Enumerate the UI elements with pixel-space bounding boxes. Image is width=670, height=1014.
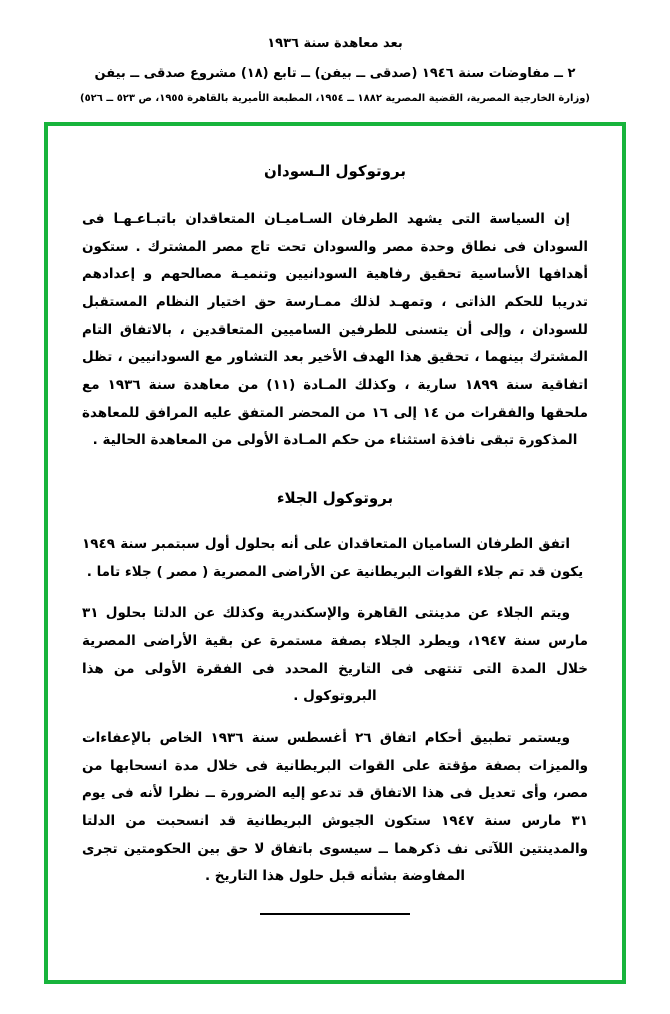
section-title-sudan-protocol: بروتوكول الـسودان: [264, 162, 406, 180]
header-line-1: بعد معاهدة سنة ١٩٣٦: [267, 36, 403, 51]
document-body: [48, 126, 622, 915]
header-line-2: ٢ ــ مفاوضات سنة ١٩٤٦ (صدقى ــ بيفن) ــ تابع (١٨) مشروع صدقى ــ بيفن: [94, 65, 576, 81]
bottom-divider: [260, 913, 410, 915]
paragraph-evacuation-3: ويستمر تطبيق أحكام اتفاق ٢٦ أغسطس سنة ١٩٣٦ الخاص بالإعفاءات والميزات بصفة مؤقتة على القوات البريطانية فى خلال مدة انسحابها من مصر، وأى تعديل فى هذا الاتفاق قد تدعو إليه الضرورة ــ نظرا لأنه فى يوم ٣١ مارس سنة ١٩٤٧ ستكون الجيوش البريطانية قد انسحبت من الدلتا والمدينتين اللآتى نف ذكرهما ــ سيسوى باتفاق لا حق بين الحكومتين تجرى المفاوضة بشأنه قبل حلول هذا التاريخ .: [82, 730, 588, 885]
paragraph-evacuation-1: اتفق الطرفان الساميان المتعاقدان على أنه بحلول أول سبتمبر سنة ١٩٤٩ يكون قد تم جلاء القوات البريطانية عن الأراضى المصرية ( مصر ) جلاء تاما .: [82, 536, 584, 580]
section-title-evacuation-protocol: بروتوكول الجلاء: [276, 489, 394, 508]
green-bordered-content-frame: [44, 122, 626, 984]
paragraph-evacuation-2: ويتم الجلاء عن مدينتى القاهرة والإسكندرية وكذلك عن الدلتا بحلول ٣١ مارس سنة ١٩٤٧، ويطرد الجلاء بصفة مستمرة عن بقية الأراضى المصرية خلال المدة التى تنتهى فى التاريخ المحدد فى الفقرة الأولى من هذا البروتوكول .: [82, 605, 589, 705]
header-source-citation: (وزارة الخارجية المصرية، القضية المصرية ١٨٨٢ ــ ١٩٥٤، المطبعة الأميرية بالقاهرة ١٩٥٥، ص ٥٢٣ ــ ٥٢٦): [79, 93, 591, 104]
page-header: [0, 0, 670, 106]
paragraph-sudan-1: إن السياسة التى يشهد الطرفان السـاميـان المتعاقدان باتبـاعـهـا فى السودان فى نطاق وحدة مصر والسودان تحت تاج مصر المشترك . ستكون أهدافها الأساسية تحقيق رفاهية السودانيين وتنميـة مصالحهم و إعدادهم تدريبا للحكم الذاتى ، وتمهـد لذلك ممـارسة حق اختيار النظام المستقبل للسودان ، وإلى أن يتسنى للطرفين الساميين المتعاقدين ، بالاتفاق التام المشترك بينهما ، تحقيق هذا الهدف الأخير بعد التشاور مع السودانيين ، تظل اتفاقية سنة ١٨٩٩ سارية ، وكذلك المـادة (١١) من معاهدة سنة ١٩٣٦ مع ملحقها والفقرات من ١٤ إلى ١٦ من المحضر المتفق عليه المرافق للمعاهدة المذكورة تبقى نافذة استثناء من حكم المـادة الأولى من المعاهدة الحالية .: [82, 211, 589, 449]
